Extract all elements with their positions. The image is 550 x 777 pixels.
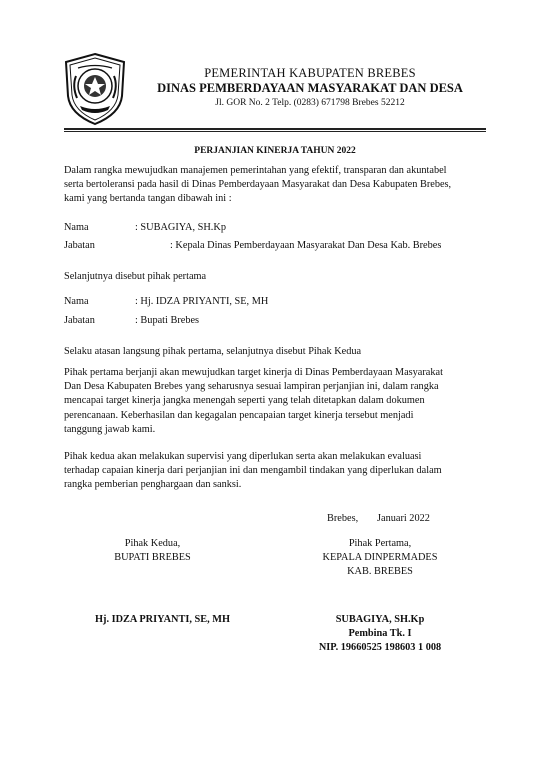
party1-position-value: : Kepala Dinas Pemberdayaan Masyarakat Dan Desa Kab. Brebes [170, 240, 442, 251]
signing-place: Brebes, [327, 513, 359, 524]
signatory-left-role: Pihak Kedua, [124, 538, 181, 549]
supervision-paragraph [64, 450, 486, 493]
signatory-right-nip: NIP. 19660525 198603 1 008 [318, 642, 442, 653]
paragraph-line: mencapai target kinerja jangka menengah seperti yang telah ditetapkan dalam dokumen [64, 395, 425, 407]
party2-name-value: : Hj. IDZA PRIYANTI, SE, MH [135, 296, 269, 307]
signatory-right-title: KEPALA DINPERMADES [322, 552, 438, 563]
paragraph-line: perencanaan. Keberhasilan dan kegagalan pencapaian target kinerja tersebut menjadi [64, 409, 414, 421]
letterhead-rule-thick [64, 128, 486, 130]
signatory-right-rank: Pembina Tk. I [348, 628, 412, 639]
letterhead-address: Jl. GOR No. 2 Telp. (0283) 671798 Brebes 52212 [215, 98, 405, 108]
commitment-paragraph [64, 366, 486, 437]
signatory-left-name: Hj. IDZA PRIYANTI, SE, MH [95, 614, 230, 625]
party2-position-label: Jabatan [64, 315, 95, 326]
document-title: PERJANJIAN KINERJA TAHUN 2022 [194, 146, 356, 156]
letterhead-rule-thin [64, 131, 486, 132]
intro-line: Dalam rangka mewujudkan manajemen pemerintahan yang efektif, transparan dan akuntabel [64, 165, 447, 176]
party2-position-value: : Bupati Brebes [135, 315, 200, 326]
paragraph-line: tanggung jawab kami. [64, 423, 156, 435]
party2-caption: Selaku atasan langsung pihak pertama, selanjutnya disebut Pihak Kedua [64, 346, 362, 357]
intro-paragraph [64, 164, 486, 207]
signatory-right-role: Pihak Pertama, [348, 538, 412, 549]
paragraph-line: Pihak kedua akan melakukan supervisi yang diperlukan serta akan melakukan evaluasi [64, 451, 422, 462]
brebes-regency-emblem [62, 52, 128, 126]
signing-date: Januari 2022 [377, 513, 430, 524]
party1-name-label: Nama [64, 222, 89, 233]
letterhead-government: PEMERINTAH KABUPATEN BREBES [204, 66, 416, 80]
intro-line: kami yang bertanda tangan dibawah ini : [64, 193, 232, 205]
paragraph-line: rangka pemberian penghargaan dan sanksi. [64, 479, 242, 491]
signatory-right-name: SUBAGIYA, SH.Kp [335, 614, 425, 625]
party2-name-label: Nama [64, 296, 89, 307]
intro-line: serta bertoleransi pada hasil di Dinas Pemberdayaan Masyarakat dan Desa Kabupaten Brebes, [64, 179, 452, 191]
party1-position-label: Jabatan [64, 240, 95, 251]
party1-caption: Selanjutnya disebut pihak pertama [64, 271, 207, 282]
paragraph-line: Dan Desa Kabupaten Brebes yang seharusnya sesuai lampiran perjanjian ini, dalam rangka [64, 381, 439, 393]
letterhead-agency: DINAS PEMBERDAYAAN MASYARAKAT DAN DESA [157, 81, 463, 95]
paragraph-line: Pihak pertama berjanji akan mewujudkan target kinerja di Dinas Pemberdayaan Masyarakat [64, 367, 443, 378]
paragraph-line: terhadap capaian kinerja dari perjanjian ini dan mengambil tindakan yang diperlukan dalam [64, 465, 442, 477]
signatory-right-title-2: KAB. BREBES [347, 566, 413, 577]
emblem-icon [62, 52, 128, 126]
signatory-left-title: BUPATI BREBES [114, 552, 191, 563]
party1-name-value: : SUBAGIYA, SH.Kp [135, 222, 226, 233]
